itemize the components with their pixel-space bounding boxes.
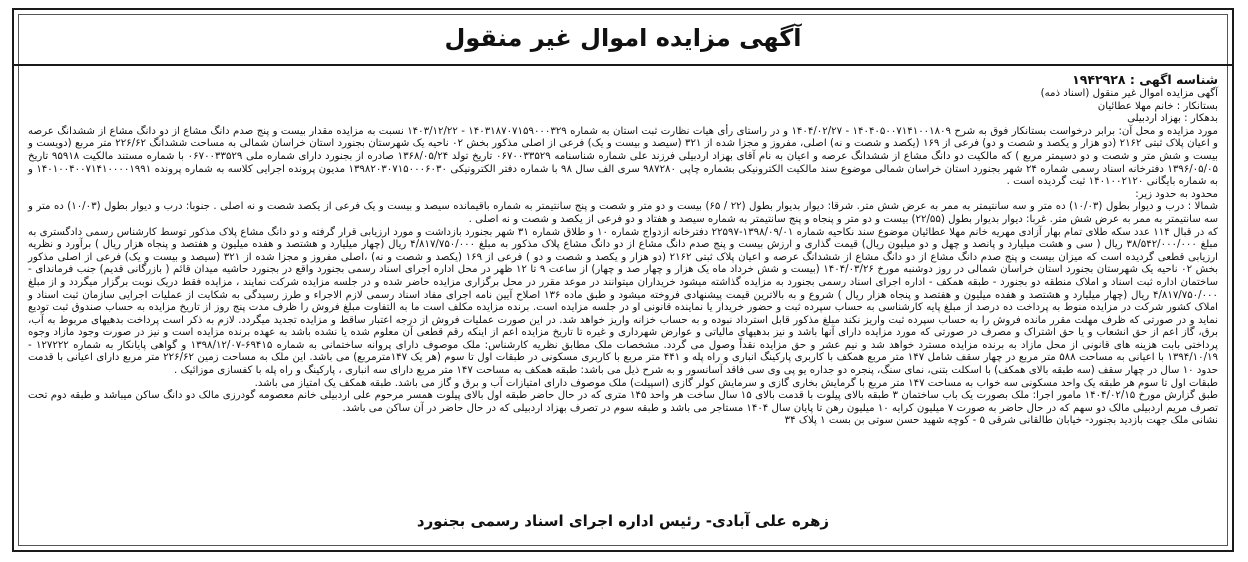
title-divider <box>14 64 1232 66</box>
boundaries-paragraph: شمالا : درب و دیوار بطول (۱۰/۰۳) ده متر و سه سانتیمتر به ممر به عرض شش متر. شرقا: دیوار بدیوار بطول (۲۲ / ۶۵) بیست و دو متر و شصت و پنج سانتیمتر به شماره باقیمانده سیصد و بیست و یک فرعی از یکصد شصت و نه اصلی . جنوبا: درب و دیوار بطول (۱۰/۰۳) ده متر و سه سانتیمتر به ممر به عرض شش متر. غربا: دیوار بدیوار بطول (۲۲/۵۵) بیست و دو متر و پنجاه و پنج سانتیمتر به شماره سیصد و هفتاد و دو فرعی از یکصد و شصت و نه اصلی . <box>28 201 1218 225</box>
signature-line: زهره علی آبادی- رئیس اداره اجرای اسناد رسمی بجنورد <box>416 512 830 530</box>
valuation-terms-paragraph: که در قبال ۱۱۴ عدد سکه طلای تمام بهار آزادی مهریه خانم مهلا عطائیان موضوع سند نکاحیه شماره ۱۳۹۸/۰۹/۰۱-۲۲۵۹۷ دفترخانه ازدواج شماره ۱۰ و طلاق شماره ۳۱ شهر بجنورد بازداشت و مورد ارزیابی قرار گرفته و دو دانگ مشاع پلاک مذکور توسط کارشناس رسمی دادگستری به مبلغ ۳۸/۵۴۲/۰۰۰/۰۰۰ ریال ( سی و هشت میلیارد و پانصد و چهل و دو میلیون ریال) قیمت گذاری و ارزش بیست و پنج صدم دانگ مشاع از دو دانگ مشاع پلاک مذکور به مبلغ ۴/۸۱۷/۷۵۰/۰۰۰ ریال (چهار میلیارد و هشتصد و هفده میلیون و هفتصد و پنجاه هزار ریال ) برآورد و نظریه ارزیابی قطعی گردیده است که میزان بیست و پنج صدم دانگ مشاع از دو دانگ مشاع از ششدانگ عرصه و اعیان پلاک ثبتی ۲۱۶۲ (دو هزار و یکصد و شصت و دو ) فرعی از ۱۶۹ (یکصد و شصت و نه) ،اصلی مفروز و مجزا شده از ۳۲۱ (سیصد و بیست و یک) فرعی از اصلی مذکور بخش ۰۲ ناحیه یک شهرستان بجنورد استان خراسان شمالی در روز دوشنبه مورخ ۱۴۰۴/۰۳/۲۶ (بیست و شش خرداد ماه یک هزار و چهار صد و چهار) از ساعت ۹ تا ۱۲ ظهر در محل اداره اجرای اسناد رسمی بجنورد واقع در بجنورد حاشیه میدان قائم ( بازرگانی قدیم) جنب فرماندای - ساختمان اداره ثبت اسناد و املاک منطقه دو بجنورد - طبقه همکف - اداره اجرای اسناد رسمی بجنورد به مزایده گذاشته میشود خریداران میتوانند در موعد مقرر در محل برگزاری مزایده حاضر شده و در جلسه مزایده شرکت نمایند ، مزایده فقط دریک نوبت برگزار میگردد و از مبلغ ۴/۸۱۷/۷۵۰/۰۰۰ ریال (چهار میلیارد و هشتصد و هفده میلیون و هفتصد و پنجاه هزار ریال ) شروع و به بالاترین قیمت پیشنهادی فروخته میشود و طبق ماده ۱۳۶ اصلاح آیین نامه اجرای مفاد اسناد رسمی لازم الاجراء و طرز رسیدگی به شکایت از عملیات اجرایی سازمان ثبت اسناد و املاک کشور شرکت در مزایده منوط به پرداخت ده درصد از مبلغ پایه کارشناسی به حساب سپرده ثبت و حضور خریدار یا نماینده قانونی او در جلسه مزایده است. برنده مزایده مکلف است ما به التفاوت مبلغ فروش را ظرف مدت پنج روز از تاریخ مزایده به حساب صندوق ثبت تودیع نماید و در صورتی که ظرف مهلت مقرر مانده فروش را به حساب سپرده ثبت واریز نکند مبلغ مذکور قابل استرداد نبوده و به حساب خزانه واریز خواهد شد. در این صورت عملیات فروش از درجه اعتبار ساقط و مزایده تجدید میگردد. لازم به ذکر است پرداخت بدهیهای مربوط به آب، برق، گاز اعم از حق انشعاب و یا حق اشتراک و مصرف در صورتی که مورد مزایده دارای آنها باشد و نیز بدهیهای مالیاتی و عوارض شهرداری و غیره تا تاریخ مزایده اعم از اینکه رقم قطعی آن معلوم شده یا نشده باشد به عهده برنده مزایده است و نیز در صورت وجود مازاد وجوه پرداختی بابت هزینه های قانونی از محل مازاد به برنده مزایده مسترد خواهد شد و نیم عشر و حق مزایده نقداً وصول می گردد. مشخصات ملک مطابق نظریه کارشناس: ملک موصوف دارای پروانه ساختمانی به شماره ۶۹۴۱۵-۱۳۹۸/۱۲/۰۷ و گواهی پایانکار به شماره ۱۲۷۲۲۲ - ۱۳۹۴/۱۰/۱۹ با اعیانی به مساحت ۵۸۸ متر مربع در چهار سقف شامل ۱۴۷ متر مربع همکف با کاربری پارکینگ انباری و راه پله و ۴۴۱ متر مربع با کاربری مسکونی در طبقات اول تا سوم (هر یک ۱۴۷مترمربع) می باشد. این ملک به مساحت زمین ۲۲۶/۶۲ متر مربع دارای اعیانی با قدمت حدود ۱۰ سال در چهار سقف (سه طبقه بالای همکف) با اسکلت بتنی، نمای سنگ، پنجره دو جداره یو پی وی سی فاقد آسانسور و به شرح ذیل می باشد: طبقه همکف به مساحت ۱۴۷ متر مربع دارای سه انباری ، پارکینگ و راه پله با کفسازی موزائیک . <box>28 226 1218 377</box>
auction-subject-paragraph: مورد مزایده و محل آن: برابر درخواست بستانکار فوق به شرح ۱۴۰۴۰۵۰۰۷۱۴۱۰۰۱۸۰۹ - ۱۴۰۴/۰۲/۲۷ و در راستای رأی هیات نظارت ثبت استان به شماره ۱۴۰۳۱۸۷۰۷۱۵۹۰۰۰۳۲۹ - ۱۴۰۳/۱۲/۲۲ نسبت به مزایده مقدار بیست و پنج صدم دانگ مشاع از دو دانگ مشاع از ششدانگ عرصه و اعیان پلاک ثبتی ۲۱۶۲ (دو هزار و یکصد و شصت و دو) فرعی از ۱۶۹ (یکصد و شصت و نه) اصلی، مفروز و مجزا شده از ۳۲۱ (سیصد و بیست و یک) فرعی از اصلی مذکور بخش ۰۲ ناحیه یک شهرستان بجنورد استان خراسان شمالی به مساحت ششدانگ ۲۲۶/۶۲ متر مربع (دویست و بیست و شش متر و شصت و دو دسیمتر مربع ) که مالکیت دو دانگ مشاع از ششدانگ عرصه و اعیان به نام آقای بهزاد اردبیلی فرزند علی شماره شناسنامه ۰۶۷۰۰۳۳۵۲۹ تاریخ تولد ۱۳۶۸/۰۵/۲۴ صادره از بجنورد دارای شماره ملی ۰۶۷۰۰۳۳۵۲۹ با شماره مستند مالکیت ۹۵۹۱۸ تاریخ ۱۳۹۶/۰۵/۰۵ دفترخانه اسناد رسمی شماره ۲۴ شهر بجنورد استان خراسان شمالی موضوع سند مالکیت الکترونیکی بشماره چاپی ۹۸۷۲۸۰ سری الف سال ۹۸ با شماره دفتر الکترونیکی ۱۳۹۸۲۰۳۰۷۱۵۰۰۰۶۰۳۰ مدیون پرونده اجرایی کلاسه به شماره پرونده ۱۴۰۱۰۰۴۰۰۷۱۴۱۰۰۰۰۱۹۹۱ و به شماره بایگانی ۱۴۰۱۰۰۲۱۲۰ ثبت گردیده است . <box>28 125 1218 188</box>
notice-body <box>28 72 1218 428</box>
notice-subtitle: آگهی مزایده اموال غیر منقول (اسناد ذمه) <box>1040 88 1218 99</box>
creditor-line: بستانکار : خانم مهلا عطائیان <box>1097 100 1218 112</box>
boundaries-heading: محدود به حدود زیر: <box>1135 188 1218 200</box>
floors-paragraph: طبقات اول تا سوم هر طبقه یک واحد مسکونی سه خواب به مساحت ۱۴۷ متر مربع با گرمایش بخاری گازی و سرمایش کولر گازی (اسپیلت) ملک موصوف دارای امتیازات آب و برق و گاز می باشد. طبقه همکف یک امتیاز می باشد. <box>254 377 1218 389</box>
address-paragraph: نشانی ملک جهت بازدید بجنورد- خیابان طالقانی شرقی ۵ - کوچه شهید حسن سوتی بن بست ۱ پلاک ۳۴ <box>784 415 1218 427</box>
notice-frame <box>12 8 1234 552</box>
debtor-line: بدهکار : بهزاد اردبیلی <box>1127 113 1218 125</box>
notice-title: آگهی مزایده اموال غیر منقول <box>444 24 802 52</box>
notice-id: شناسه اگهی : ۱۹۴۲۹۲۸ <box>1072 72 1218 87</box>
agent-report-paragraph: طبق گزارش مورخ ۱۴۰۴/۰۲/۱۵ مامور اجرا: ملک بصورت یک باب ساختمان ۳ طبقه بالای پیلوت با قدمت بالای ۱۵ سال ساخت هر واحد ۱۴۵ متری که در حال حاضر طبقه اول بالای پیلوت همسر مرحوم علی اردبیلی خانم معصومه گودرزی مالک دو دانگ ساکن میباشد و طبقه دوم تحت تصرف مریم اردبیلی مالک دو سهم که در حال حاضر به صورت ۷ میلیون کرایه ۱۰ میلیون رهن تا پایان سال ۱۴۰۴ مستاجر می باشد و طبقه سوم در تصرف بهزاد اردبیلی که در حال حاضر در آن ساکن می باشد. <box>28 390 1219 414</box>
